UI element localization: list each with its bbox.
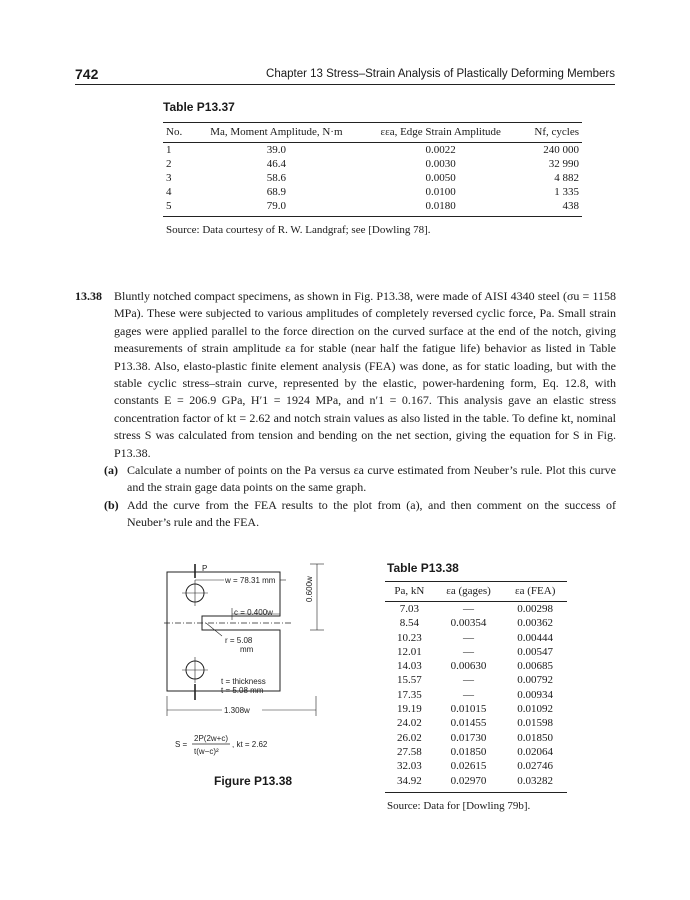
table-cell: 0.0022 [425, 144, 456, 156]
table-cell: 79.0 [266, 200, 286, 212]
column-header: εa (FEA) [503, 582, 567, 602]
table-cell: 46.4 [266, 158, 286, 170]
column-header: No. [163, 123, 191, 143]
table-row [385, 645, 567, 659]
table-cell: 5 [166, 200, 172, 212]
table-row [385, 688, 567, 702]
table-row [385, 631, 567, 645]
specimen-outline [167, 572, 280, 691]
overall-width-label: 1.308w [224, 706, 250, 715]
table-cell: 10.23 [396, 631, 422, 644]
table-cell: 58.6 [266, 172, 286, 184]
table-cell: 240 000 [543, 144, 579, 156]
part-b [104, 497, 616, 532]
thickness-value-label: t = 5.08 mm [221, 686, 264, 695]
table-cell: 0.01850 [450, 745, 487, 758]
column-header: Nf, cycles [519, 123, 582, 143]
table-row [163, 171, 582, 185]
page-number: 742 [75, 66, 99, 82]
table-cell: 0.00630 [450, 660, 487, 673]
table-row [385, 702, 567, 716]
notch-depth-label: c = 0.400w [234, 608, 273, 617]
table-source: Source: Data courtesy of R. W. Landgraf; see [Dowling 78]. [163, 217, 582, 238]
problem-number: 13.38 [75, 289, 102, 303]
table-cell: 0.00354 [450, 617, 487, 630]
table-cell: 0.02970 [450, 774, 487, 787]
table-cell: 0.0030 [425, 158, 456, 170]
table-cell: 0.01730 [450, 731, 487, 744]
table-cell: 4 882 [554, 172, 579, 184]
table-source: Source: Data for [Dowling 79b]. [385, 792, 567, 813]
kt-label: , kt = 2.62 [232, 740, 268, 749]
table-cell: 8.54 [399, 617, 419, 630]
table-cell: 0.00444 [517, 631, 554, 644]
table-row [163, 199, 582, 217]
table-cell: 0.0050 [425, 172, 456, 184]
header-rule [75, 84, 615, 85]
figure-caption: Figure P13.38 [214, 774, 293, 788]
table-cell: 1 335 [554, 186, 579, 198]
part-b-label: (b) [104, 497, 119, 512]
table-row [385, 673, 567, 687]
table-cell: 1 [166, 144, 172, 156]
table-cell: 15.57 [396, 674, 422, 687]
table-cell: 0.02615 [450, 760, 487, 773]
stress-eq-denominator: t(w−c)² [194, 747, 219, 756]
stress-eq-numerator: 2P(2w+c) [194, 734, 229, 743]
table-row [163, 185, 582, 199]
table-cell: 0.01015 [450, 703, 487, 716]
table-cell: 39.0 [266, 144, 286, 156]
table-cell: 12.01 [396, 645, 422, 658]
table-cell: 2 [166, 158, 172, 170]
table-cell: 19.19 [396, 703, 422, 716]
force-label: P [202, 564, 208, 573]
column-header: εεa, Edge Strain Amplitude [362, 123, 519, 143]
width-label: w = 78.31 mm [225, 576, 276, 585]
table-p13-38-title: Table P13.38 [387, 561, 459, 575]
table-cell: — [463, 674, 475, 687]
table-cell: 0.02064 [517, 745, 554, 758]
table-row [385, 602, 567, 617]
table-cell: — [463, 631, 475, 644]
table-row [385, 659, 567, 673]
table-cell: 0.0100 [425, 186, 456, 198]
table-cell: 0.01850 [517, 731, 554, 744]
column-header: Pa, kN [385, 582, 434, 602]
column-header: Ma, Moment Amplitude, N·m [191, 123, 363, 143]
part-a-text: Calculate a number of points on the Pa versus εa curve estimated from Neuber’s rule. Plot this curve and the strain gage data points on the same graph. [127, 463, 616, 495]
table-cell: 24.02 [396, 717, 422, 730]
radius-unit-label: mm [240, 645, 254, 654]
table-cell: 438 [562, 200, 579, 212]
table-cell: 0.00547 [517, 645, 554, 658]
table-cell: 32 990 [548, 158, 579, 170]
table-cell: 0.03282 [517, 774, 554, 787]
table-p13-38 [385, 581, 567, 813]
table-cell: 27.58 [396, 745, 422, 758]
table-cell: 0.01455 [450, 717, 487, 730]
table-row [163, 143, 582, 158]
table-cell: — [463, 688, 475, 701]
problem-13-38 [75, 288, 616, 532]
table-cell: 0.00685 [517, 660, 554, 673]
part-a-label: (a) [104, 463, 118, 478]
table-cell: 17.35 [396, 688, 422, 701]
table-cell: 0.0180 [425, 200, 456, 212]
table-row [385, 616, 567, 630]
table-cell: 32.03 [396, 760, 422, 773]
stress-eq-label: S = [175, 740, 188, 749]
table-cell: 0.00792 [517, 674, 554, 687]
table-cell: 3 [166, 172, 172, 184]
table-cell: 0.00298 [517, 603, 554, 615]
table-cell: 0.00362 [517, 617, 554, 630]
height-label: 0.600w [305, 576, 314, 602]
table-cell: 0.01598 [517, 717, 554, 730]
table-p13-37-title: Table P13.37 [163, 100, 235, 114]
table-cell: 0.02746 [517, 760, 554, 773]
column-header: εa (gages) [434, 582, 504, 602]
table-p13-37 [163, 122, 582, 237]
table-row [385, 731, 567, 745]
table-cell: 68.9 [266, 186, 286, 198]
table-row [385, 759, 567, 773]
table-cell: 0.01092 [517, 703, 554, 716]
table-cell: 34.92 [396, 774, 422, 787]
table-row [385, 774, 567, 793]
table-cell: — [463, 603, 475, 615]
thickness-label: t = thickness [221, 677, 266, 686]
table-row [385, 716, 567, 730]
table-cell: 26.02 [396, 731, 422, 744]
table-cell: 0.00934 [517, 688, 554, 701]
part-a [104, 462, 616, 497]
problem-text: Bluntly notched compact specimens, as shown in Fig. P13.38, were made of AISI 4340 steel (σu = 1158 MPa). These were subjected to various amplitudes of completely reversed cyclic force, Pa. Small strain gages were applied parallel to the force direction on the curved surface at the end of the notch, giving measurements of strain amplitude εa for stable (near half the fatigue life) behavior as listed in Table P13.38. Also, elasto-plastic finite element analysis (FEA) was done, as for static loading, but with the stable cyclic stress–strain curve, represented by the elastic, power-hardening form, Eq. 12.8, with constants E = 206.9 GPa, H′1 = 1924 MPa, and n′1 = 0.167. This analysis gave an elastic stress concentration factor of kt = 2.62 and notch strain values as also listed in the table. To define kt, nominal stress S was calculated from tension and bending on the net section, giving the equation for S in Fig. P13.38. [114, 289, 616, 460]
table-cell: 7.03 [399, 603, 419, 615]
table-row [163, 157, 582, 171]
table-cell: 4 [166, 186, 172, 198]
radius-label: r = 5.08 [225, 636, 253, 645]
table-cell: 14.03 [396, 660, 422, 673]
part-b-text: Add the curve from the FEA results to the plot from (a), and then comment on the success of Neuber’s rule and the FEA. [127, 497, 616, 530]
table-cell: — [463, 645, 475, 658]
running-header: Chapter 13 Stress–Strain Analysis of Plastically Deforming Members [266, 68, 615, 80]
table-row [385, 745, 567, 759]
